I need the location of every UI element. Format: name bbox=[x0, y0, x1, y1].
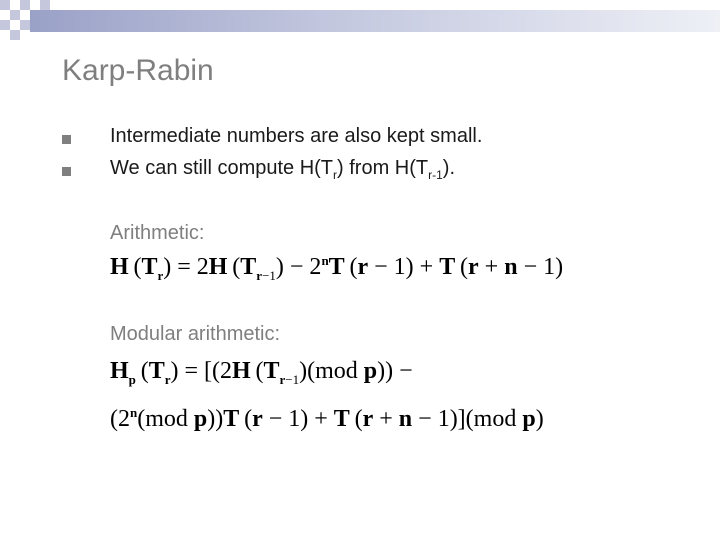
modular-formula-line-1: $H_p$ $(T_r) = [(2H$ $(T_{r-1})(mod$ p)) − bbox=[110, 358, 413, 387]
header-gradient-bar bbox=[30, 10, 720, 32]
square-bullet-icon bbox=[62, 167, 71, 176]
bullet-text: Intermediate numbers are also kept small. bbox=[110, 125, 483, 147]
modular-arithmetic-label: Modular arithmetic: bbox=[110, 323, 281, 345]
square-bullet-icon bbox=[62, 135, 71, 144]
modular-formula-line-2: (2$^n$(mod p))T (r − 1) + T (r + n − 1)](mod p) bbox=[110, 405, 544, 432]
slide-title: Karp-Rabin bbox=[62, 54, 214, 87]
arithmetic-formula: H $(T_r) = 2H$ $(T_{r-1}) - 2^nT$ (r − 1) + T (r + n − 1) bbox=[110, 253, 564, 283]
arithmetic-label: Arithmetic: bbox=[110, 222, 205, 244]
header-decoration bbox=[0, 0, 720, 50]
bullet-text: We can still compute $H(T_r)$ from $H(T_{r-1})$. bbox=[110, 157, 456, 182]
